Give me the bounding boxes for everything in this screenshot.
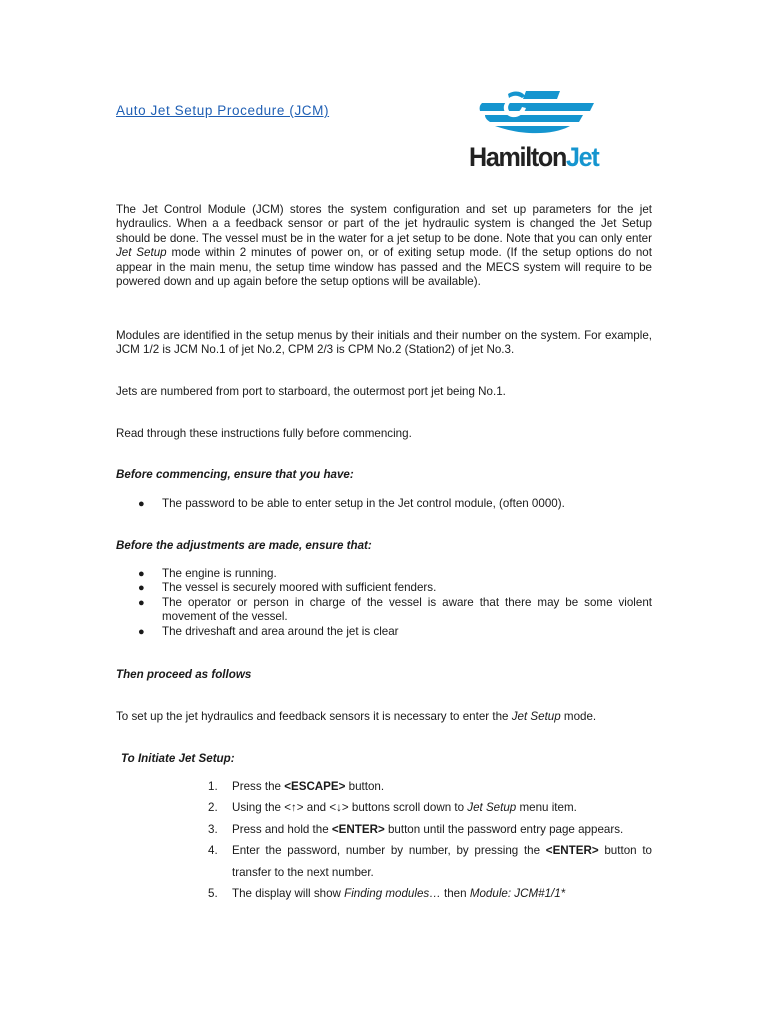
document-title: Auto Jet Setup Procedure (JCM) (116, 103, 330, 118)
list-item: 5. The display will show Finding modules… then Module: JCM#1/1* (208, 887, 566, 901)
list-item: ● The driveshaft and area around the jet is clear (138, 624, 399, 638)
list-item: ● The operator or person in charge of the vessel is aware that there may be some violent movement of the vessel. (138, 595, 652, 624)
jet-wave-logo-icon (468, 88, 654, 144)
proceed-heading: Then proceed as follows (116, 668, 252, 681)
list-item: 2. Using the <↑> and <↓> buttons scroll down to Jet Setup menu item. (208, 801, 577, 815)
before-adjustments-heading: Before the adjustments are made, ensure that: (116, 539, 372, 552)
before-commencing-list (116, 497, 652, 511)
initiate-setup-heading: To Initiate Jet Setup: (121, 752, 235, 765)
down-arrow-key: <↓> (329, 801, 349, 815)
jets-paragraph: Jets are numbered from port to starboard, the outermost port jet being No.1. (116, 385, 506, 398)
bullet-icon: ● (138, 596, 145, 609)
intro-paragraph: The Jet Control Module (JCM) stores the system configuration and set up parameters for the jet hydraulics. When a a feedback sensor or part of the jet hydraulic system is changed the Jet Setup should be done. The vessel must be in the water for a jet setup to be done. Note that you can only enter Jet Setup mode within 2 minutes of power on, or of exiting setup mode. (If the setup options do not appear in the main menu, the setup time window has passed and the MECS system will require to be powered down and up again before the setup options will be available). (116, 203, 652, 289)
setup-paragraph: To set up the jet hydraulics and feedback sensors it is necessary to enter the Jet Setup mode. (116, 710, 597, 723)
hamiltonjet-logo (468, 88, 654, 174)
list-item: 3. Press and hold the <ENTER> button until the password entry page appears. (208, 822, 624, 836)
list-item: ● The password to be able to enter setup in the Jet control module, (often 0000). (138, 497, 565, 510)
bullet-icon: ● (138, 568, 145, 580)
bullet-icon: ● (138, 582, 145, 595)
setup-steps-list (208, 776, 652, 904)
hamiltonjet-wordmark: HamiltonJet (469, 142, 599, 172)
list-item: 1. Press the <ESCAPE> button. (208, 780, 385, 793)
bullet-icon: ● (138, 625, 145, 638)
read-paragraph: Read through these instructions fully before commencing. (116, 427, 412, 440)
list-item: ● The engine is running. (138, 567, 277, 580)
list-item: 4. Enter the password, number by number, by pressing the <ENTER> button to transfer to the next number. (208, 844, 652, 879)
before-adjustments-list (116, 567, 652, 639)
up-arrow-key: <↑> (284, 801, 304, 815)
list-item: ● The vessel is securely moored with sufficient fenders. (138, 581, 437, 595)
bullet-icon: ● (138, 498, 145, 510)
before-commencing-heading: Before commencing, ensure that you have: (116, 468, 354, 481)
modules-paragraph: Modules are identified in the setup menus by their initials and their number on the system. For example, JCM 1/2 is JCM No.1 of jet No.2, CPM 2/3 is CPM No.2 (Station2) of jet No.3. (116, 329, 652, 357)
